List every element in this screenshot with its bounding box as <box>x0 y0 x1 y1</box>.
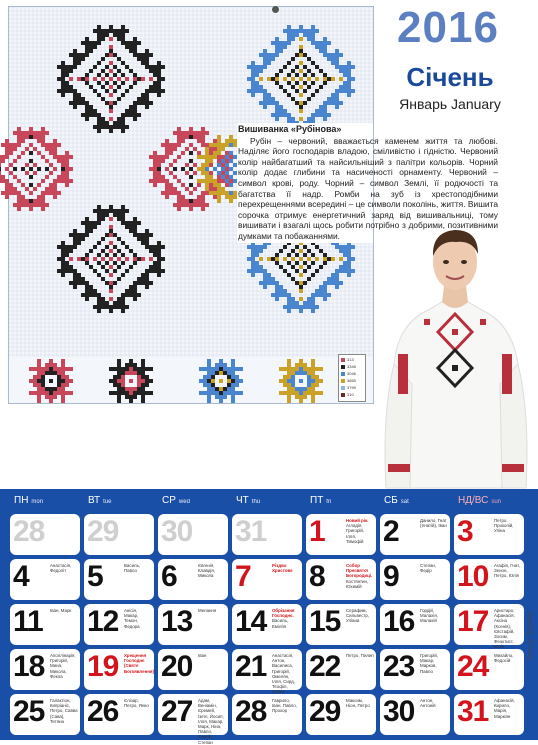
saints-names: Адам, Веніамін, Єремей, Ізеїл, Йосип, Ілля, Макар, Марк, Ніна, Павло, Сергій, Степан <box>198 698 224 745</box>
scan-credit: Scan by Tetyanka <box>526 611 534 660</box>
calendar-day[interactable] <box>84 559 154 600</box>
saints-names: Єлізар, Петро, Янко <box>124 698 149 709</box>
calendar-day[interactable] <box>380 514 450 555</box>
saints-names: Василь, Павло <box>124 563 141 574</box>
month-title-ua: Січень <box>406 62 494 92</box>
name-day-note <box>124 563 152 573</box>
saints-names: Євгенія, Клавдія, Микола <box>198 563 215 579</box>
name-day-note <box>494 653 522 663</box>
holiday-label: Хрещення Господнє (Святе Богоявлення) <box>124 653 154 674</box>
legend-swatch <box>341 358 345 362</box>
day-number: 16 <box>383 605 415 638</box>
name-day-note <box>50 653 78 679</box>
calendar-day[interactable] <box>454 559 524 600</box>
month-title-ru-en: Январь January <box>399 96 501 112</box>
weekday-header: ПТ fri <box>310 495 332 506</box>
saints-names: Галактіон, Кипріаніс, Петро, Савва (Сава), Тетяна <box>50 698 78 724</box>
day-number: 1 <box>309 515 325 548</box>
day-number: 9 <box>383 560 399 593</box>
name-day-note <box>198 608 226 613</box>
day-number: 11 <box>13 605 43 638</box>
day-number: 19 <box>87 650 119 683</box>
description-title: Вишиванка «Рубінова» <box>238 124 342 134</box>
day-number: 12 <box>87 605 119 638</box>
day-number: 21 <box>235 650 267 683</box>
calendar-day[interactable] <box>232 559 302 600</box>
day-number: 23 <box>383 650 415 683</box>
legend-code: 3865 <box>347 378 356 383</box>
calendar-day[interactable] <box>306 514 376 555</box>
calendar-day[interactable] <box>454 649 524 690</box>
saints-names: Петро, Пилип <box>346 653 374 658</box>
calendar-day[interactable] <box>306 559 376 600</box>
day-number: 22 <box>309 650 341 683</box>
day-number: 4 <box>13 560 29 593</box>
saints-names: Мелання <box>198 608 217 613</box>
saints-names: Михайло, Федосій <box>494 653 514 664</box>
year-title: 2016 <box>397 3 499 52</box>
name-day-note <box>420 563 448 573</box>
day-number: 6 <box>161 560 177 593</box>
calendar-day[interactable] <box>84 649 154 690</box>
name-day-note <box>420 698 448 708</box>
calendar-day[interactable] <box>10 694 80 735</box>
calendar-day[interactable] <box>306 604 376 645</box>
weekday-header: СР wed <box>162 495 190 506</box>
calendar-day[interactable] <box>158 514 228 555</box>
calendar-day[interactable] <box>84 604 154 645</box>
day-number: 14 <box>235 605 267 638</box>
calendar-day[interactable] <box>84 514 154 555</box>
day-number: 26 <box>87 695 119 728</box>
calendar-day[interactable] <box>232 514 302 555</box>
calendar-day[interactable] <box>380 559 450 600</box>
legend-swatch <box>341 386 345 390</box>
legend-code: 3799 <box>347 385 356 390</box>
saints-names: Григорій, Макар, Марков, Павло <box>420 653 439 674</box>
calendar-day[interactable] <box>454 694 524 735</box>
calendar-day[interactable] <box>158 694 228 745</box>
legend-swatch <box>341 365 345 369</box>
calendar-day[interactable] <box>158 559 228 600</box>
calendar-day[interactable] <box>10 559 80 600</box>
day-number: 10 <box>457 560 489 593</box>
name-day-note <box>272 653 300 695</box>
legend-code: 3046 <box>347 371 356 376</box>
weekday-header: ПН mon <box>14 495 44 506</box>
name-day-note <box>124 653 152 674</box>
name-day-note <box>346 698 374 708</box>
holiday-label: Різдво Христове <box>272 563 293 574</box>
day-number: 2 <box>383 515 399 548</box>
day-number: 15 <box>309 605 341 638</box>
saints-names: Аполлінарія, Григорій, Мина, Микола, Фекла <box>50 653 76 679</box>
saints-names: Данило, Гнат (Ігнатій), Іван <box>420 518 447 529</box>
calendar-day[interactable] <box>10 604 80 645</box>
legend-code: 313 <box>347 357 354 362</box>
day-number: 27 <box>161 695 193 728</box>
binding-ring-icon <box>272 6 279 13</box>
holiday-label: Собор Пресвятої Богородиці. <box>346 563 373 579</box>
description-text: Рубін – червоний, вважається каменем життя та любові. Наділяє його господарів владою, сміливістю і гідністю. Червоний колір найбагатший та найсильніший з палітри кольорів. Чорний колір додає глибини та насиченості орнаменту. Червоний – символ крові, роду. Чорний – символ Землі, її родючості та багатства її надр. Ромби на зуб із хрестоподібними перехрещеннями всередині – це символи поколінь, життя. Вишита сорочка отримує енергетичний заряд від вишивальниці, тому вишивати і взагалі щось робити потрібно з добрими, позитивними думками та побажаннями. <box>238 135 498 241</box>
legend-swatch <box>341 393 345 397</box>
legend-code: 3348 <box>347 364 356 369</box>
weekday-header: СБ sat <box>384 495 409 506</box>
saints-names: Агафія, Гнат, Зенон, Петро, Юлія <box>494 563 520 579</box>
calendar-day[interactable] <box>306 649 376 690</box>
day-number: 30 <box>161 515 193 548</box>
name-day-note <box>124 608 152 629</box>
name-day-note <box>420 518 448 528</box>
day-number: 18 <box>13 650 45 683</box>
day-number: 17 <box>457 605 489 638</box>
name-day-note <box>346 563 374 589</box>
holiday-label: Обрізання Господнє. <box>272 608 295 619</box>
name-day-note <box>198 698 226 745</box>
name-day-note <box>346 608 374 624</box>
name-day-note <box>494 608 522 650</box>
calendar-day[interactable] <box>232 694 302 735</box>
saints-names: Петро, Прокопій, Уліна <box>494 518 514 534</box>
weekday-header: НД/ВС sun <box>458 495 502 506</box>
saints-names: Антон, Антоній <box>420 698 436 709</box>
name-day-note <box>198 653 226 658</box>
day-number: 24 <box>457 650 489 683</box>
legend-swatch <box>341 372 345 376</box>
calendar-day[interactable] <box>380 649 450 690</box>
day-number: 29 <box>309 695 341 728</box>
saints-names: Василь, Еміліїя <box>272 618 289 629</box>
name-day-note <box>346 518 374 544</box>
saints-names: Костянтин, Юхимій <box>346 578 369 589</box>
saints-names: Іван <box>198 653 207 658</box>
calendar-day[interactable] <box>380 694 450 735</box>
calendar-day[interactable] <box>10 649 80 690</box>
day-number: 31 <box>457 695 489 728</box>
saints-names: Анастасія, Антон, Василиса, Григорій, Омелян, Ілля, Сирд, Теофіл, Юхим <box>272 653 295 695</box>
saints-names: Максим, Ніон, Петро <box>346 698 370 709</box>
day-number: 25 <box>13 695 45 728</box>
saints-names: Анісія, Макар, Темон, Федора <box>124 608 140 629</box>
day-number: 5 <box>87 560 103 593</box>
name-day-note <box>494 698 522 719</box>
name-day-note <box>50 608 78 613</box>
name-day-note <box>494 518 522 534</box>
calendar-day[interactable] <box>158 649 228 690</box>
name-day-note <box>124 698 152 708</box>
saints-names: Гаврило, Іван, Павло, Прохор <box>272 698 297 714</box>
day-number: 3 <box>457 515 473 548</box>
calendar-day[interactable] <box>232 604 302 645</box>
color-legend <box>338 354 366 402</box>
weekday-headers <box>10 495 524 511</box>
day-number: 8 <box>309 560 325 593</box>
name-day-note <box>420 653 448 674</box>
saints-names: Афанасій, Кирило, Марія, Маркіян <box>494 698 515 719</box>
calendar-day[interactable] <box>380 604 450 645</box>
day-number: 31 <box>235 515 267 548</box>
holiday-label: Новий рік. <box>346 518 369 523</box>
calendar-day[interactable] <box>158 604 228 645</box>
name-day-note <box>50 698 78 724</box>
calendar-day[interactable] <box>232 649 302 695</box>
saints-names: Степан, Федір <box>420 563 437 574</box>
calendar-day[interactable] <box>454 514 524 555</box>
day-number: 7 <box>235 560 251 593</box>
calendar-day[interactable] <box>84 694 154 735</box>
name-day-note <box>272 698 300 714</box>
calendar-day[interactable] <box>10 514 80 555</box>
saints-names: Агладія, Григорій, Ілля, Тимофій <box>346 523 365 544</box>
weekday-header: ЧТ thu <box>236 495 261 506</box>
name-day-note <box>50 563 78 573</box>
day-number: 29 <box>87 515 119 548</box>
legend-code: 310 <box>347 392 354 397</box>
name-day-note <box>272 563 300 573</box>
day-number: 28 <box>13 515 45 548</box>
name-day-note <box>494 563 522 579</box>
saints-names: Гордій, Малахія, Малахій <box>420 608 438 624</box>
saints-names: Анастасія, Федоліт <box>50 563 72 574</box>
day-number: 30 <box>383 695 415 728</box>
saints-names: Аристарх, Афанасія, Аксіна (Ксенія), Євстафій, Зосим, Феоктист, Юлія <box>494 608 515 650</box>
saints-names: Іван, Марк <box>50 608 72 613</box>
day-number: 13 <box>161 605 193 638</box>
legend-swatch <box>341 379 345 383</box>
name-day-note <box>272 608 300 629</box>
name-day-note <box>420 608 448 624</box>
saints-names: Серафим, Сильвестр, Уліана <box>346 608 370 624</box>
name-day-note <box>198 563 226 579</box>
calendar-day[interactable] <box>306 694 376 735</box>
model-photo <box>380 214 530 488</box>
day-number: 28 <box>235 695 267 728</box>
name-day-note <box>346 653 374 658</box>
weekday-header: ВТ tue <box>88 495 112 506</box>
calendar-day[interactable] <box>454 604 524 650</box>
day-number: 20 <box>161 650 193 683</box>
